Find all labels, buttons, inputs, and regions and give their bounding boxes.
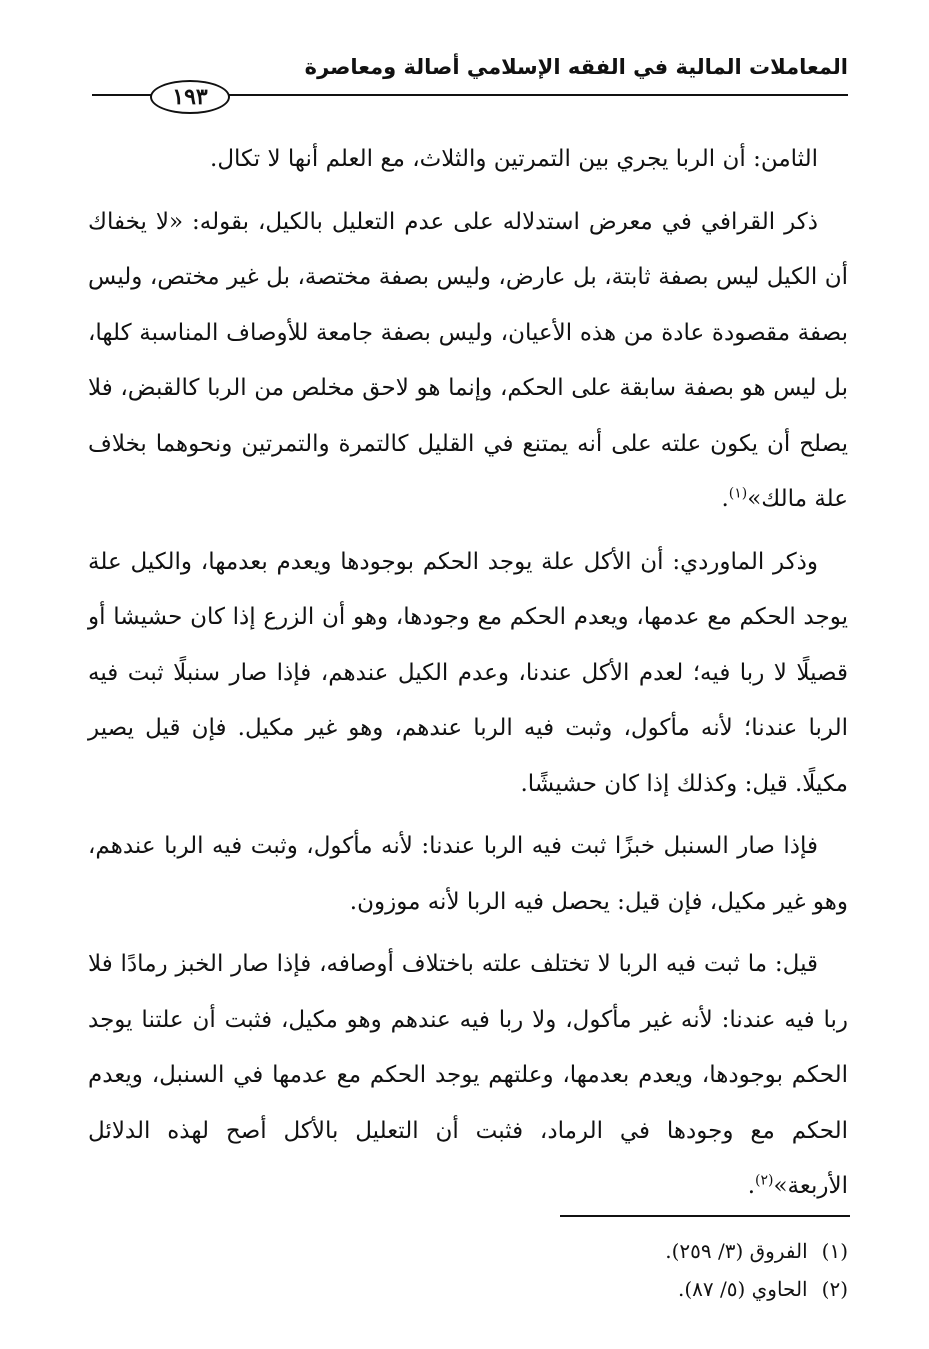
paragraph-1 bbox=[88, 132, 848, 188]
footnotes bbox=[88, 1232, 848, 1308]
footnote-mark: (١) bbox=[821, 1239, 848, 1263]
footnote-separator bbox=[560, 1215, 850, 1217]
paragraph-3 bbox=[88, 535, 848, 813]
paragraph-2 bbox=[88, 195, 848, 528]
footnote-1 bbox=[88, 1232, 848, 1270]
footnote-2 bbox=[88, 1270, 848, 1308]
paragraph-tail: . bbox=[721, 486, 729, 512]
paragraph-4 bbox=[88, 819, 848, 930]
footnote-reference[interactable]: (٢) bbox=[755, 1172, 774, 1189]
page-number-badge: ١٩٣ bbox=[150, 80, 230, 114]
book-title: المعاملات المالية في الفقه الإسلامي أصالة ومعاصرة bbox=[304, 55, 848, 79]
paragraph-text: فإذا صار السنبل خبزًا ثبت فيه الربا عندنا: لأنه مأكول، وثبت فيه الربا عندهم، وهو غير مكيل، فإن قيل: يحصل فيه الربا لأنه موزون. bbox=[88, 833, 848, 915]
main-text bbox=[88, 132, 848, 1222]
paragraph-text: الثامن: أن الربا يجري بين التمرتين والثلاث، مع العلم أنها لا تكال. bbox=[210, 146, 818, 172]
footnote-reference[interactable]: (١) bbox=[728, 485, 748, 502]
paragraph-text: قيل: ما ثبت فيه الربا لا تختلف علته باختلاف أوصافه، فإذا صار الخبز رمادًا فلا ربا فيه عندنا: لأنه غير مأكول، ولا ربا فيه عندهم وهو مكيل، فثبت أن علتنا يوجد الحكم بوجودها، ويعدم بعدمها، وعلتهم يوجد الحكم مع عدمها في السنبل، ويعدم الحكم مع وجودها في الرماد، فثبت أن التعليل بالأكل أصح لهذه الدلائل الأربعة» bbox=[88, 951, 848, 1199]
footnote-text: الفروق (٣/ ٢٥٩). bbox=[665, 1239, 808, 1263]
paragraph-5 bbox=[88, 937, 848, 1215]
paragraph-text: ذكر القرافي في معرض استدلاله على عدم التعليل بالكيل، بقوله: «لا يخفاك أن الكيل ليس بصفة ثابتة، بل عارض، وليس بصفة مختصة، بل غير مختص، وليس بصفة مقصودة عادة من هذه الأعيان، وليس بصفة جامعة للأوصاف المناسبة كلها، بل ليس هو بصفة سابقة على الحكم، وإنما هو لاحق مخلص من الربا كالقبض، فلا يصلح أن يكون علته على أنه يمتنع في القليل كالتمرة والتمرتين ونحوهما بخلاف علة مالك» bbox=[88, 208, 848, 512]
footnote-mark: (٢) bbox=[821, 1277, 848, 1301]
footnote-text: الحاوي (٥/ ٨٧). bbox=[677, 1277, 808, 1301]
paragraph-tail: . bbox=[747, 1173, 756, 1199]
paragraph-text: وذكر الماوردي: أن الأكل علة يوجد الحكم بوجودها ويعدم بعدمها، والكيل علة يوجد الحكم مع عدمها، ويعدم الحكم مع وجودها، وهو أن الزرع إذا كان حشيشا أو قصيلًا لا ربا فيه؛ لعدم الأكل عندنا، وعدم الكيل عندهم، فإذا صار سنبلًا ثبت فيه الربا عندنا؛ لأنه مأكول، وثبت فيه الربا عندهم، وهو غير مكيل. فإن قيل يصير مكيلًا. قيل: وكذلك إذا كان حشيشًا. bbox=[88, 548, 848, 797]
